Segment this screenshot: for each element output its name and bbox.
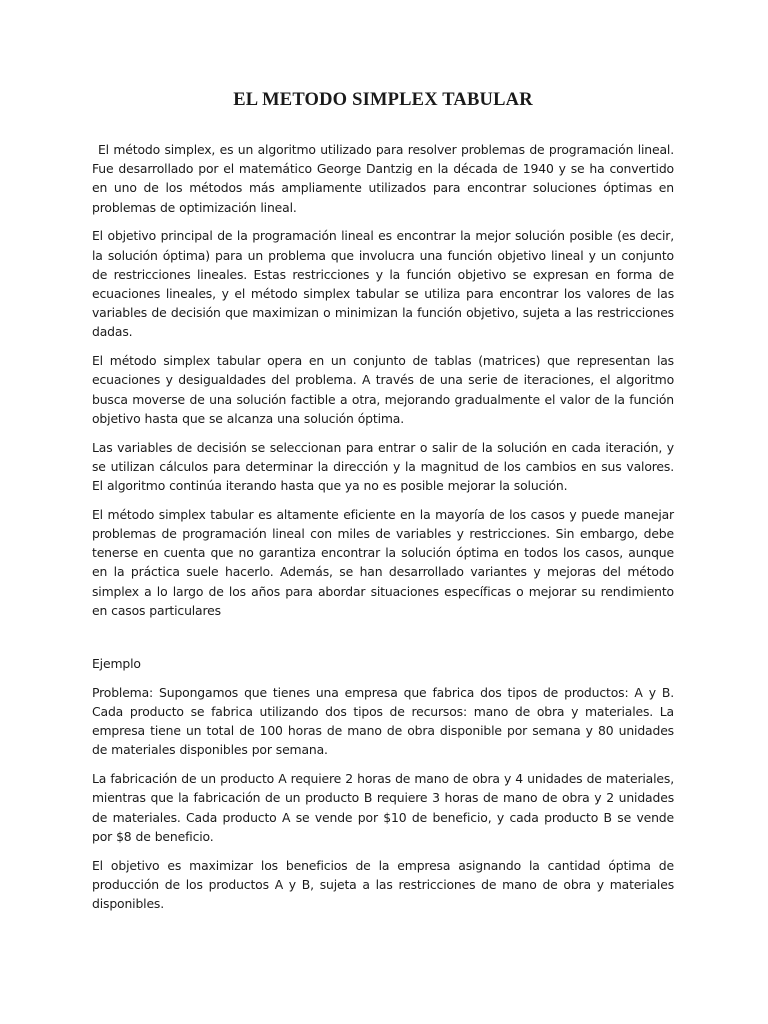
page-title: EL METODO SIMPLEX TABULAR <box>233 90 533 110</box>
paragraph-variables: Las variables de decisión se seleccionan para entrar o salir de la solución en cada iteración, y se utilizan cálculos para determinar la dirección y la magnitud de los cambios en sus valores. El algoritmo continúa iterando hasta que ya no es posible mejorar la solución. <box>92 439 674 494</box>
paragraph-objective: El objetivo principal de la programación lineal es encontrar la mejor solución posible (es decir, la solución óptima) para un problema que involucra una función objetivo lineal y un conjunto de restricciones lineales. Estas restricciones y la función objetivo se expresan en forma de ecuaciones lineales, y el método simplex tabular se utiliza para encontrar los valores de las variables de decisión que maximizan o minimizan la función objetivo, sujeta a las restricciones dadas. <box>92 228 674 340</box>
paragraph-problem: Problema: Supongamos que tienes una empresa que fabrica dos tipos de productos: A y B. Cada producto se fabrica utilizando dos tipos de recursos: mano de obra y materiales. La empresa tiene un total de 100 horas de mano de obra disponible por semana y 80 unidades de materiales disponibles por semana. <box>92 684 674 758</box>
paragraph-tables: El método simplex tabular opera en un conjunto de tablas (matrices) que representan las ecuaciones y desigualdades del problema. A través de una serie de iteraciones, el algoritmo busca moverse de una solución factible a otra, mejorando gradualmente el valor de la función objetivo hasta que se alcanza una solución óptima. <box>92 353 674 426</box>
paragraph-goal: El objetivo es maximizar los beneficios de la empresa asignando la cantidad óptima de producción de los productos A y B, sujeta a las restricciones de mano de obra y materiales disponibles. <box>92 857 674 912</box>
example-heading: Ejemplo <box>92 656 141 672</box>
paragraph-intro: El método simplex, es un algoritmo utilizado para resolver problemas de programación lineal. Fue desarrollado por el matemático George Dantzig en la década de 1940 y se ha convertido en uno de los métodos más ampliamente utilizados para encontrar soluciones óptimas en problemas de optimización lineal. <box>92 142 674 215</box>
paragraph-production: La fabricación de un producto A requiere 2 horas de mano de obra y 4 unidades de materiales, mientras que la fabricación de un producto B requiere 3 horas de mano de obra y 2 unidades de materiales. Cada producto A se vende por $10 de beneficio, y cada producto B se vende por $8 de beneficio. <box>92 771 674 844</box>
paragraph-efficiency: El método simplex tabular es altamente eficiente en la mayoría de los casos y puede manejar problemas de programación lineal con miles de variables y restricciones. Sin embargo, debe tenerse en cuenta que no garantiza encontrar la solución óptima en todos los casos, aunque en la práctica suele hacerlo. Además, se han desarrollado variantes y mejoras del método simplex a lo largo de los años para abordar situaciones específicas o mejorar su rendimiento en casos particulares <box>92 506 674 618</box>
